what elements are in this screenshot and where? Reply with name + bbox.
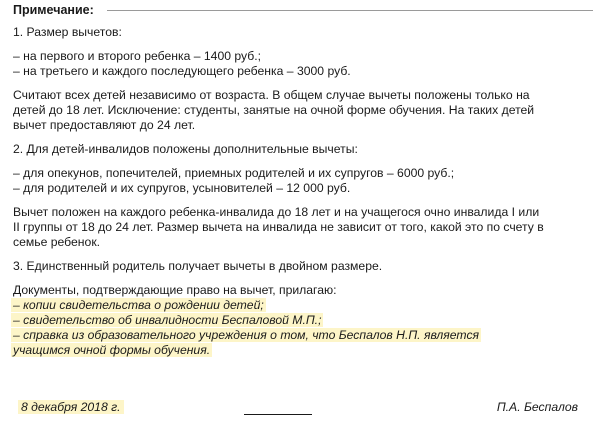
signatory-name: П.А. Беспалов [496,400,578,414]
documents-intro: Документы, подтверждающие право на вычет, прилагаю: [13,283,337,297]
document [13,0,593,358]
section1-note-line: детей до 18 лет. Исключение: студенты, занятые на очной форме обучения. На таких детей [13,103,535,117]
signature-line [244,414,312,415]
note-header [13,0,593,22]
section1-heading: 1. Размер вычетов: [13,25,122,39]
document-item: – справка из образовательного учреждения о том, что Беспалов Н.П. является [13,328,480,342]
section1-item: – на первого и второго ребенка – 1400 руб.; [13,49,262,63]
signature-row [0,400,600,420]
note-title: Примечание: [13,3,94,17]
section2-item: – для опекунов, попечителей, приемных родителей и их супругов – 6000 руб.; [13,166,455,180]
section2-heading: 2. Для детей-инвалидов положены дополнительные вычеты: [13,142,358,156]
header-rule [107,10,593,11]
section1-item: – на третьего и каждого последующего ребенка – 3000 руб. [13,64,351,78]
document-item: учащимся очной формы обучения. [13,343,211,357]
section1-note-line: вычет предоставляют до 24 лет. [13,118,196,132]
section1-note-line: Считают всех детей независимо от возраста. В общем случае вычеты положены только на [13,88,530,102]
section3-text: 3. Единственный родитель получает вычеты в двойном размере. [13,259,383,273]
document-item: – копии свидетельства о рождении детей; [13,298,264,312]
section2-note-line: Вычет положен на каждого ребенка-инвалида до 18 лет и на учащегося очно инвалида I или [13,205,540,219]
section2-note-line: семье ребенок. [13,235,101,249]
signature-date: 8 декабря 2018 г. [18,400,124,414]
section2-note-line: II группы от 18 до 24 лет. Размер вычета на инвалида не зависит от того, какой это по счету в [13,220,544,234]
section2-item: – для родителей и их супругов, усыновителей – 12 000 руб. [13,181,351,195]
document-item: – свидетельство об инвалидности Беспаловой М.П.; [13,313,322,327]
